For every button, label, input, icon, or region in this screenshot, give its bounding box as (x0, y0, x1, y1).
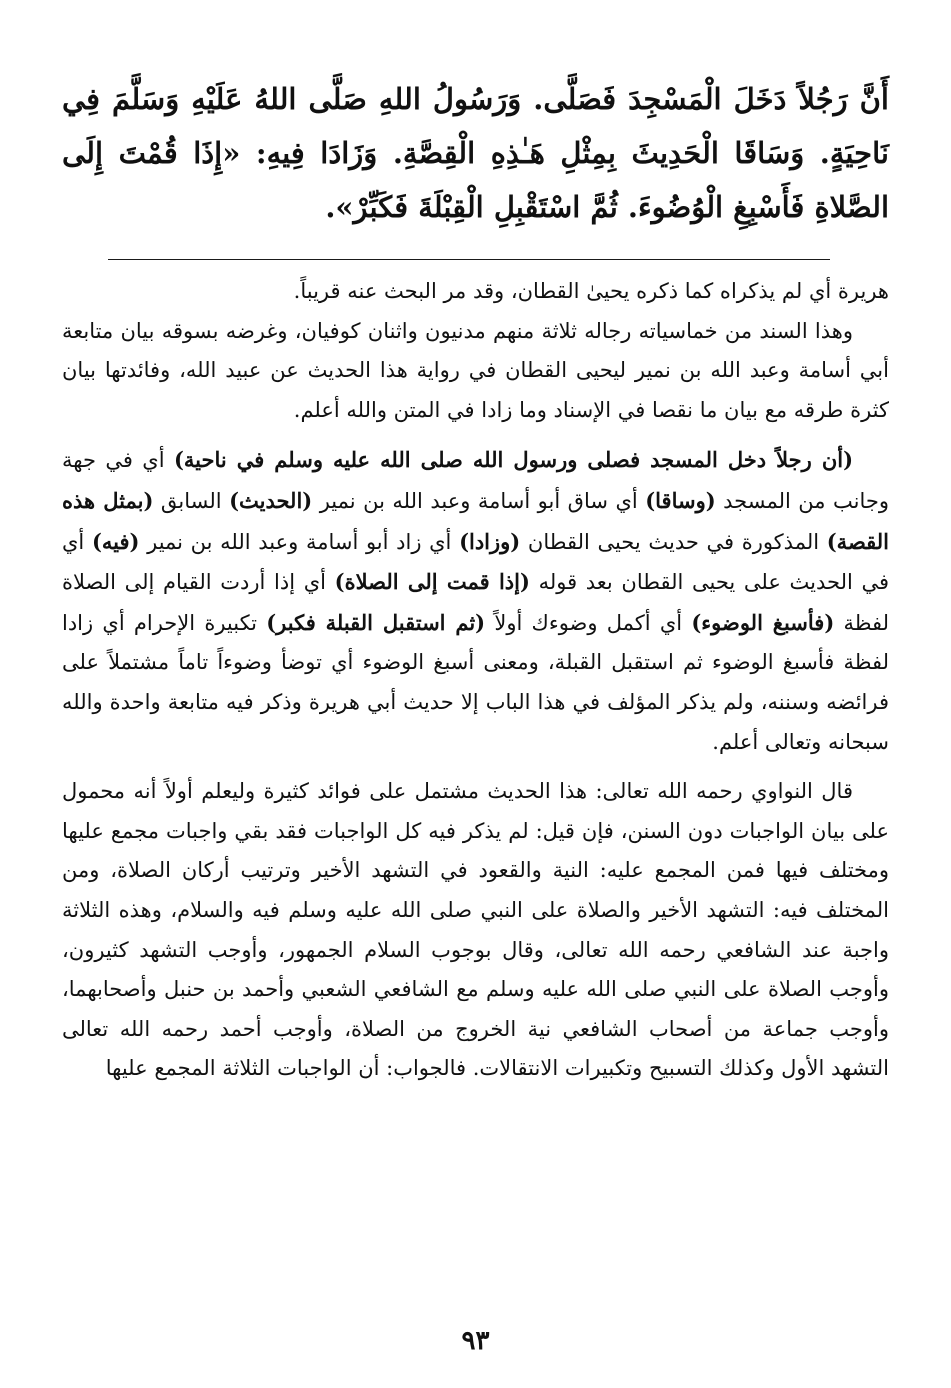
explanation-text: أي زاد أبو أسامة وعبد الله بن نمير (139, 529, 460, 554)
explanation-text: أي في الحديث على يحيى القطان بعد قوله (62, 529, 890, 595)
quoted-phrase: (وزادا) (459, 528, 521, 554)
hadith-text: أَنَّ رَجُلاً دَخَلَ الْمَسْجِدَ فَصَلَّى. وَرَسُولُ اللهِ صَلَّى اللهُ عَلَيْهِ وَسَلَّمَ فِي نَاحِيَةٍ. وَسَاقَا الْحَدِيثَ بِمِثْلِ هَـٰذِهِ الْقِصَّةِ. وَزَادَا فِيهِ: «إِذَا قُمْتَ إِلَى الصَّلاةِ فَأَسْبِغِ الْوُضُوءَ. ثُمَّ اسْتَقْبِلِ الْقِبْلَةَ فَكَبِّرْ». (62, 82, 889, 224)
explanation-text: المذكورة في حديث يحيى القطان (520, 529, 827, 554)
explanation-text: تكبيرة الإحرام أي زادا لفظة فأسبغ الوضوء ثم استقبل القبلة، ومعنى أسبغ الوضوء أي توضأ وضوءاً تاماً مشتملاً على فرائضه وسننه، ولم يذكر المؤلف في هذا الباب إلا حديث أبي هريرة وذكر فيه متابعة واحدة والله سبحانه وتعالى أعلم. (62, 610, 889, 754)
quoted-phrase: (فيه) (91, 528, 140, 554)
quoted-phrase: (فأسبغ الوضوء) (691, 609, 835, 635)
explanation-text: السابق (153, 488, 230, 513)
commentary (62, 272, 889, 1089)
explanation-text: أي في جهة وجانب من المسجد (62, 448, 890, 513)
explanation-text: أي إذا أردت القيام إلى الصلاة لفظة (62, 570, 889, 635)
commentary-paragraph-1: هريرة أي لم يذكراه كما ذكره يحيىٰ القطان، وقد مر البحث عنه قريباً. (293, 279, 889, 303)
quoted-phrase: (إذا قمت إلى الصلاة) (334, 569, 530, 595)
quoted-phrase: (وساقا) (645, 487, 716, 513)
quoted-phrase: (أن رجلاً دخل المسجد فصلى ورسول الله صلى الله عليه وسلم في ناحية) (173, 447, 854, 473)
page-number: ٩٣ (461, 1326, 490, 1356)
quoted-phrase: (الحديث) (229, 487, 313, 513)
quoted-phrase: (ثم استقبل القبلة فكبر) (266, 609, 486, 635)
commentary-paragraph-2: وهذا السند من خماسياته رجاله ثلاثة منهم مدنيون واثنان كوفيان، وغرضه بسوقه بيان متابعة أبي أسامة وعبد الله بن نمير ليحيى القطان في رواية هذا الحديث عن عبيد الله، وفائدتها بيان كثرة طرقه مع بيان ما نقصا في الإسناد وما زادا في المتن والله أعلم. (62, 318, 889, 422)
footnote-divider (108, 259, 830, 260)
quoted-phrase: (بمثل هذه القصة) (62, 487, 890, 554)
commentary-paragraph-4: قال النواوي رحمه الله تعالى: هذا الحديث مشتمل على فوائد كثيرة وليعلم أولاً أنه محمول على بيان الواجبات دون السنن، فإن قيل: لم يذكر فيه كل الواجبات فقد بقي واجبات مجمع عليها ومختلف فيها فمن المجمع عليه: النية والقعود في التشهد الأخير وترتيب أركان الصلاة، ومن المختلف فيه: التشهد الأخير والصلاة على النبي صلى الله عليه وسلم فيه والسلام، وهذه الثلاثة واجبة عند الشافعي رحمه الله تعالى، وقال بوجوب السلام الجمهور، وأوجب التشهد كثيرون، وأوجب الصلاة على النبي صلى الله عليه وسلم مع الشافعي الشعبي وأحمد بن حنبل وأصحابهما، وأوجب جماعة من أصحاب الشافعي نية الخروج من الصلاة، وأوجب أحمد رحمه الله تعالى التشهد الأول وكذلك التسبيح وتكبيرات الانتقالات. فالجواب: أن الواجبات الثلاثة المجمع عليها (62, 779, 889, 1081)
explanation-text: أي ساق أبو أسامة وعبد الله بن نمير (312, 488, 646, 513)
explanation-text: أي أكمل وضوءك أولاً (485, 610, 692, 635)
commentary-paragraph-3 (62, 440, 889, 762)
